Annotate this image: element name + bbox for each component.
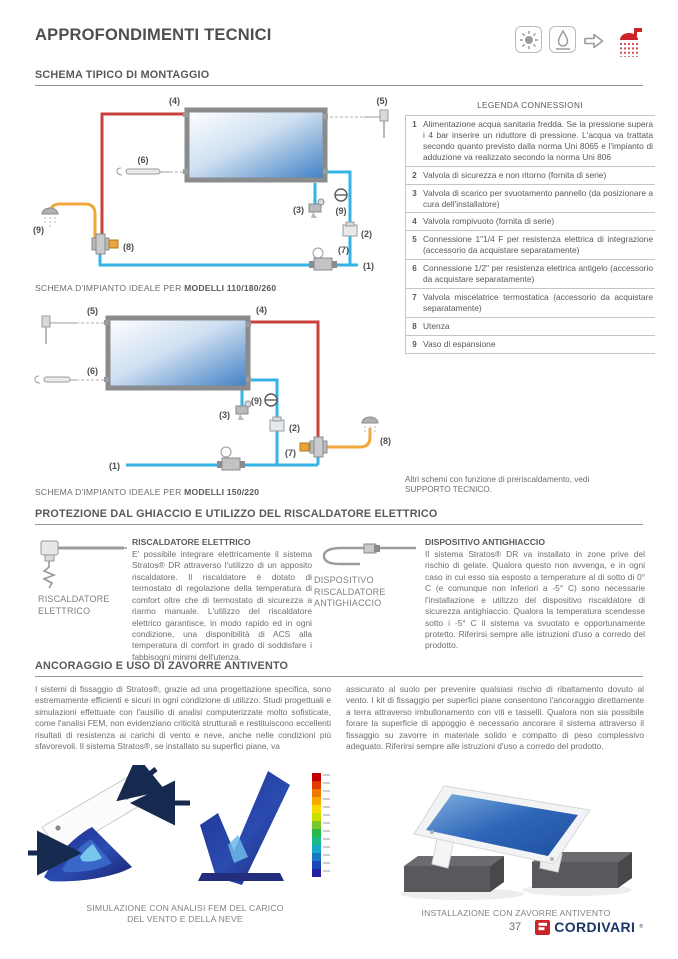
legend-row [406,166,655,184]
legend-item-number: 1 [412,120,417,129]
arrow-right-icon [583,32,605,55]
electric-heater-icon-label: RISCALDATORE ELETTRICO [38,594,110,616]
sanitary-pipe [326,428,370,447]
legend-item-number: 7 [412,293,417,303]
diagram-label: (8) [123,242,134,252]
ballast-block [404,856,504,892]
legend-item-text: Vaso di espansione [423,338,496,349]
fem-bracket-with-panel [28,769,190,881]
legend-row [406,317,655,335]
expansion-symbol [265,394,277,406]
legend-row [406,230,655,259]
legend-item-number: 4 [412,217,417,227]
diagram2-caption [35,487,259,497]
diagram1-caption [35,283,276,293]
legend-connessioni [405,101,655,354]
diagram-label: (6) [137,155,149,165]
column-title: DISPOSITIVO ANTIGHIACCIO [425,537,546,547]
note-line: Altri schemi con funzione di preriscaldamento, vedi [405,475,590,484]
diagram-label: (8) [380,436,391,446]
electric-heater-icon [36,538,128,590]
tee-fitting [92,234,118,254]
legend-item-text: Valvola di sicurezza e non ritorno (fornita di serie) [423,169,607,180]
page-footer [0,919,643,935]
column-title: RISCALDATORE ELETTRICO [132,537,251,547]
legend-item-number: 9 [412,339,417,349]
page-title: APPROFONDIMENTI TECNICI [35,26,272,44]
diagram-label: (7) [338,245,349,255]
sensor-glyph [117,168,170,175]
legend-item-number: 2 [412,170,417,180]
section-heading-montaggio: SCHEMA TIPICO DI MONTAGGIO [35,69,643,86]
legend-row [406,335,655,353]
safety-valve [217,447,245,470]
check-valve [270,417,284,431]
caption-line: SIMULAZIONE CON ANALISI FEM DEL CARICO [86,903,284,913]
brand-name: CORDIVARI [554,919,636,935]
diagram-label: (1) [363,261,374,271]
column-text: Il sistema Stratos® DR va installato in zone prive del rischio di gelate. Qualora questo non avvenga, e in ogni caso in cui esso sia esposto a temperature al di sotto di 0° C (e comunque non inferiori a -5° C) sono necessarie l'installazione e utilizzo del dispositivo riscaldatore di sicurezza antighiaccio. Qualora la temperatura scendesse sotto i -5° C il sistema va svuotato e opportunamente protetto. Riferirsi sempre alle istruzioni d'uso a corredo del prodotto. [425,549,645,651]
solar-panel [108,318,248,388]
fem-color-scale [312,773,330,877]
shower-glyph [42,208,58,227]
caption-text: SCHEMA D'IMPIANTO IDEALE PER [35,283,185,293]
legend-item-number: 3 [412,188,417,198]
diagram-label: (9) [251,396,262,406]
legend-item-text: Alimentazione acqua sanitaria fredda. Se la pressione supera i 4 bar inserire un riduttore di pressione. L'acqua va trattata secondo quanto previsto dalla norma Uni 8065 e l'impianto di adduzione va realizzato secondo la norma Uni 806 [423,119,653,162]
legend-item-text: Valvola miscelatrice termostatica (accessorio da acquistare separatamente) [423,292,653,313]
mixing-valve [309,248,337,270]
legend-item-text: Utenza [423,320,450,331]
legend-row [406,184,655,213]
fem-simulation-image [28,765,340,903]
ballast-installation-image [392,762,640,904]
diagram-label: (3) [293,205,304,215]
page-number: 37 [508,921,522,933]
cordivari-logo-icon [535,920,550,935]
diagram-label: (4) [169,96,180,106]
diagram-label: (3) [219,410,230,420]
ancoraggio-column-1: I sistemi di fissaggio di Stratos®, grazie ad una progettazione specifica, sono estremamente efficienti e sicuri in ogni condizione di utilizzo. Studi progettuali e simulazioni effettuate con l'ausilio di analisi computerizzate molto sofisticate, come l'analisi FEM, non evidenziano criticità strutturali e restituiscono eccellenti risultati di resistenza ai carichi di vento e neve, anche nelle condizioni più sfavorevoli. Il sistema Stratos®, se installato su superfici piane, va [35,684,331,752]
antifreeze-device-icon-label: DISPOSITIVO RISCALDATORE ANTIGHIACCIO [314,575,386,609]
sensor-glyph [364,110,388,138]
legend-item-text: Connessione 1/2" per resistenza elettrica antigelo (accessorio da acquistare separatamente) [423,263,653,285]
hot-pipe [102,114,190,242]
diagram-label: (5) [87,306,98,316]
ballast-caption: INSTALLAZIONE CON ZAVORRE ANTIVENTO [421,908,611,918]
diagram-label: (1) [109,461,120,471]
shower-icon [612,26,646,65]
ancoraggio-column-2: assicurato al suolo per prevenire qualsiasi rischio di ribaltamento dovuto al vento. I kit di fissaggio per superfici piane consentono l'ancoraggio direttamente a terra attraverso imbullonamento con viti e tasselli. Qualora non sia possibile forare la superficie di appoggio è necessario ancorare il sistema attraverso il fissaggio su zavorre in materiale solido e compatto di peso complessivo adeguato. Riferirsi sempre alle istruzioni d'uso a corredo del prodotto. [346,684,644,752]
legend-row [406,115,655,166]
diagram-label: (6) [87,366,98,376]
sanitary-pipe [50,204,95,242]
legend-item-text: Valvola rompivuoto (fornita di serie) [423,216,555,227]
sun-icon [515,26,542,53]
header-icons [515,26,646,65]
caption-models: MODELLI 110/180/260 [184,283,277,293]
legend-item-number: 8 [412,321,417,331]
sensor-glyph [42,316,76,344]
antighiaccio-column [425,537,645,652]
brand-logo [535,919,643,935]
diagram-label: (2) [289,423,300,433]
section-heading-protezione: PROTEZIONE DAL GHIACCIO E UTILIZZO DEL RISCALDATORE ELETTRICO [35,508,643,525]
diagram-label: (2) [361,229,372,239]
note-line: SUPPORTO TECNICO. [405,485,492,495]
legend-item-number: 5 [412,235,417,245]
antifreeze-device-icon [312,540,420,568]
legend-item-number: 6 [412,264,417,274]
diagram-impianto-110-180-260 [30,92,405,284]
legend-row [406,212,655,230]
tee-fitting [300,437,327,457]
caption-line: DEL VENTO E DELLA NEVE [127,914,243,925]
legend-rows [405,115,655,354]
legend-row [406,288,655,317]
diagram-impianto-150-220 [30,300,415,482]
legend-title: LEGENDA CONNESSIONI [477,101,583,110]
diagram-label: (9) [33,225,44,235]
expansion-symbol [335,189,347,201]
legend-item-text: Valvola di scarico per svuotamento pannello (da posizionare a cura dell'installatore) [423,187,653,209]
diagram-label: (4) [256,305,267,315]
column-text: E' possibile integrare elettricamente il sistema Stratos® DR attraverso l'utilizzo di un apposito riscaldatore. Il riscaldatore è dotato di termostato di regolazione della temperatura di comfort oltre che di termostato di sicurezza a riarmo manuale. L'utilizzo del riscaldatore elettrico garantisce, in modo rapido ed in ogni condizione, una disponibilità di ACS alla temperatura di comfort in grado di soddisfare i fabbisogni minimi dell'utenza. [132,549,312,662]
section-heading-ancoraggio: ANCORAGGIO E USO DI ZAVORRE ANTIVENTO [35,660,643,677]
legend-item-text: Connessione 1"1/4 F per resistenza elettrica di integrazione (accessorio da acquistare separatamente) [423,234,653,256]
caption-models: MODELLI 150/220 [184,487,260,497]
brand-registered-mark: ® [639,924,643,930]
diagram-label: (5) [376,96,388,106]
fem-bracket-alone [198,771,290,885]
diagram-label: (7) [285,448,296,458]
riscaldatore-column [132,537,312,663]
check-valve [343,222,357,236]
sensor-glyph [35,376,76,383]
solar-panel [187,110,325,180]
caption-text: SCHEMA D'IMPIANTO IDEALE PER [35,487,185,497]
flame-icon [549,26,576,53]
legend-row [406,259,655,288]
diagram-label: (9) [335,206,347,216]
preriscaldamento-note [405,475,655,496]
